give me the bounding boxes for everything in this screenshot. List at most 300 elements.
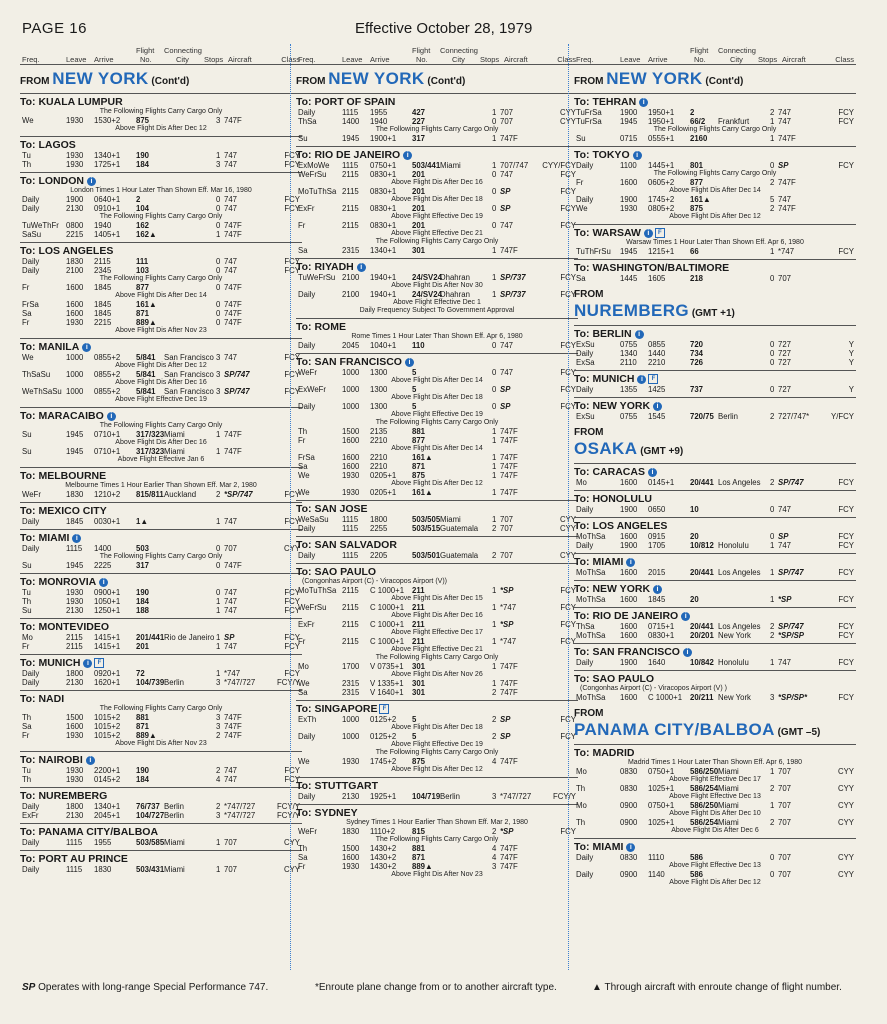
destination-heading xyxy=(20,407,302,422)
flight-no-cell: 184 xyxy=(136,160,150,169)
aircraft-cell: SP/737 xyxy=(500,273,526,282)
aircraft-cell: 747 xyxy=(224,266,238,275)
aircraft-cell: 747F xyxy=(500,462,518,471)
flight-row xyxy=(20,370,302,379)
leave-cell: 0900 xyxy=(620,801,638,810)
aircraft-cell: 707 xyxy=(500,551,514,560)
freq-header: Freq. xyxy=(576,55,594,64)
aircraft-cell: *747 xyxy=(500,637,517,646)
freq-cell: Sa xyxy=(298,246,308,255)
connecting-city-cell: Los Angeles xyxy=(718,478,761,487)
stops-cell: 2 xyxy=(492,732,497,741)
arrive-cell: 0805+2 xyxy=(648,204,675,213)
class-cell: FCY xyxy=(838,622,854,631)
stops-cell: 1 xyxy=(770,568,775,577)
connecting-header: Connecting xyxy=(164,46,202,55)
class-cell: FCY xyxy=(560,637,576,646)
flight-row xyxy=(296,453,578,462)
leave-cell: 1600 xyxy=(342,462,360,471)
arrive-cell: 0650 xyxy=(648,505,666,514)
stops-cell: 1 xyxy=(492,246,497,255)
connecting-header: Connecting xyxy=(440,46,478,55)
flight-row xyxy=(574,340,856,349)
arrive-cell: 1415+1 xyxy=(94,633,121,642)
leave-cell: 1115 xyxy=(66,544,83,553)
arrive-cell: 0715+1 xyxy=(648,622,675,631)
destination-heading xyxy=(296,804,578,819)
class-cell: CYY xyxy=(837,870,854,879)
aircraft-cell: 707 xyxy=(500,515,514,524)
arrive-cell: 0830+1 xyxy=(370,170,397,179)
flight-no-cell: 5 xyxy=(412,368,417,377)
freq-cell: Fr xyxy=(22,318,30,327)
arrive-cell: C 1000+1 xyxy=(370,620,405,629)
flight-note: Above Flight Dis After Nov 26 xyxy=(391,671,483,678)
leave-cell: 0830 xyxy=(620,853,638,862)
stops-cell: 2 xyxy=(770,204,775,213)
aircraft-cell: *SP/747 xyxy=(224,490,253,499)
flight-row xyxy=(20,204,302,213)
flight-row xyxy=(574,178,856,187)
connecting-city-cell: Berlin xyxy=(440,792,460,801)
arrive-cell: 0710+1 xyxy=(94,447,121,456)
arrive-cell: 1340+1 xyxy=(94,802,121,811)
leave-cell: 1900 xyxy=(620,108,638,117)
flight-row xyxy=(296,462,578,471)
connecting-city-cell: Dhahran xyxy=(440,290,470,299)
stops-cell: 1 xyxy=(770,117,775,126)
leave-header: Leave xyxy=(342,55,363,64)
stops-cell: 3 xyxy=(770,693,775,702)
flight-row xyxy=(574,274,856,283)
arrive-cell: 1640 xyxy=(648,658,666,667)
from-label: FROM xyxy=(574,427,604,438)
stops-cell: 0 xyxy=(492,402,497,411)
stops-cell: 1 xyxy=(492,471,497,480)
freq-cell: Daily xyxy=(576,385,594,394)
arrive-cell: 1955 xyxy=(370,108,388,117)
leave-cell: 2100 xyxy=(66,266,84,275)
leave-cell: 2115 xyxy=(342,187,359,196)
leave-cell: 1900 xyxy=(620,505,638,514)
flight-no-cell: 877 xyxy=(136,283,150,292)
column-divider xyxy=(290,44,291,970)
leave-cell: 1000 xyxy=(342,732,360,741)
stops-cell: 4 xyxy=(492,757,497,766)
flight-no-cell: 317/323 xyxy=(136,430,165,439)
flight-row xyxy=(296,792,578,801)
flight-note: The Following Flights Carry Cargo Only xyxy=(653,170,777,177)
flight-no-cell: 2 xyxy=(136,195,141,204)
freq-header: Freq. xyxy=(298,55,316,64)
freq-cell: Su xyxy=(298,134,308,143)
info-icon: i xyxy=(405,358,414,367)
destination-name: To: WARSAW xyxy=(574,227,641,239)
city-header: City xyxy=(730,55,743,64)
flight-no-cell: 162▲ xyxy=(136,230,157,239)
freq-cell: Daily xyxy=(22,517,40,526)
flight-note: Above Flight Dis After Dec 18 xyxy=(391,394,483,401)
arrive-cell: 1950+1 xyxy=(648,117,675,126)
class-cell: CYY xyxy=(283,865,300,874)
aircraft-cell: 707 xyxy=(778,870,792,879)
freq-cell: ThSa xyxy=(298,117,317,126)
info-icon: i xyxy=(635,330,644,339)
stops-cell: 1 xyxy=(492,662,497,671)
destination-heading xyxy=(296,563,578,578)
leave-cell: 1930 xyxy=(66,151,84,160)
freq-cell: We xyxy=(298,488,310,497)
flight-no-cell: 201 xyxy=(412,170,426,179)
connecting-city-cell: Miami xyxy=(164,838,185,847)
flight-no-cell: 211 xyxy=(412,620,425,629)
destination-name: To: NEW YORK xyxy=(574,583,651,595)
freq-cell: Daily xyxy=(298,402,316,411)
flight-note: Above Flight Effective Dec 19 xyxy=(391,411,483,418)
destination-name: To: ROME xyxy=(296,321,346,333)
flight-row xyxy=(20,713,302,722)
flight-note: Above Flight Effective Dec 13 xyxy=(669,793,761,800)
destination-heading xyxy=(574,259,856,274)
stops-cell: 5 xyxy=(770,195,775,204)
freq-cell: Th xyxy=(22,775,32,784)
freq-cell: Mo xyxy=(576,801,587,810)
aircraft-cell: 747 xyxy=(224,257,238,266)
leave-cell: 1600 xyxy=(620,622,638,631)
flight-no-header: No. xyxy=(416,55,428,64)
flight-row xyxy=(296,715,578,724)
flight-row xyxy=(574,117,856,126)
leave-cell: 1800 xyxy=(66,802,84,811)
info-icon: i xyxy=(83,659,92,668)
flight-row xyxy=(296,827,578,836)
timetable-column-1 xyxy=(20,44,302,970)
aircraft-cell: 747F xyxy=(224,561,242,570)
flight-row xyxy=(20,633,302,642)
flight-row xyxy=(296,757,578,766)
arrive-cell: 1955 xyxy=(94,838,112,847)
destination-heading xyxy=(20,850,302,865)
origin-suffix: (GMT +9) xyxy=(640,446,684,457)
arrive-cell: 2225 xyxy=(94,561,112,570)
flight-note: Above Flight Dis After Dec 14 xyxy=(115,292,207,299)
flight-no-cell: 211 xyxy=(412,637,425,646)
aircraft-cell: 747 xyxy=(778,195,792,204)
flight-no-header: No. xyxy=(694,55,706,64)
class-cell: FCY xyxy=(284,766,300,775)
aircraft-cell: 747F xyxy=(500,488,518,497)
freq-cell: Sa xyxy=(298,462,308,471)
connecting-city-cell: Frankfurt xyxy=(718,117,750,126)
info-icon: i xyxy=(87,177,96,186)
leave-cell: 1000 xyxy=(342,402,360,411)
leave-cell: 1000 xyxy=(66,387,84,396)
arrive-cell: 0750+1 xyxy=(648,767,675,776)
flight-note: Above Flight Effective Dec 21 xyxy=(391,230,483,237)
stops-cell: 4 xyxy=(492,844,497,853)
flight-note: Above Flight Effective Dec 19 xyxy=(115,396,207,403)
class-cell: FCY xyxy=(560,732,576,741)
freq-cell: Fr xyxy=(298,637,306,646)
arrive-cell: 1025+1 xyxy=(648,784,675,793)
freq-cell: MoThSa xyxy=(576,693,606,702)
stops-cell: 3 xyxy=(216,387,221,396)
flight-row xyxy=(296,187,578,196)
flight-no-cell: 734 xyxy=(690,349,704,358)
freq-cell: Sa xyxy=(298,853,308,862)
origin-heading xyxy=(296,71,578,90)
arrive-cell: V 1335+1 xyxy=(370,679,404,688)
flight-row xyxy=(20,160,302,169)
leave-cell: 1600 xyxy=(620,568,638,577)
flight-note: Above Flight Dis After Dec 12 xyxy=(669,213,761,220)
flight-row xyxy=(296,436,578,445)
freq-cell: TuThFrSu xyxy=(576,247,611,256)
aircraft-cell: 747F xyxy=(500,688,518,697)
arrive-cell: 2210 xyxy=(370,462,388,471)
flight-note: Above Flight Dis After Dec 12 xyxy=(669,879,761,886)
flight-row xyxy=(20,731,302,740)
stops-cell: 0 xyxy=(216,309,221,318)
flight-no-cell: 188 xyxy=(136,606,150,615)
freq-cell: MoTuThSa xyxy=(298,586,337,595)
class-cell: Y xyxy=(848,385,854,394)
stops-cell: 0 xyxy=(216,204,221,213)
destination-name: To: STUTTGART xyxy=(296,780,379,792)
destination-heading xyxy=(296,700,578,715)
freq-cell: Daily xyxy=(22,266,40,275)
destination-name: To: TOKYO xyxy=(574,149,630,161)
leave-cell: 1600 xyxy=(620,478,638,487)
leave-cell: 1945 xyxy=(66,561,84,570)
flight-no-cell: 20 xyxy=(690,595,699,604)
freq-cell: Fr xyxy=(298,862,306,871)
flight-no-cell: 104/727 xyxy=(136,811,165,820)
leave-cell: 2315 xyxy=(342,679,360,688)
destination-name: To: MONTEVIDEO xyxy=(20,621,110,633)
freight-icon: F xyxy=(648,374,658,384)
arrive-cell: 1845 xyxy=(94,283,112,292)
flight-note: Above Flight Effective Dec 17 xyxy=(669,776,761,783)
flight-no-cell: 103 xyxy=(136,266,150,275)
arrive-cell: 1950+1 xyxy=(648,108,675,117)
destination-name: To: LOS ANGELES xyxy=(20,245,114,257)
flight-row xyxy=(296,732,578,741)
leave-cell: 1500 xyxy=(342,844,360,853)
arrive-cell: 2210 xyxy=(648,358,666,367)
flight-row xyxy=(296,402,578,411)
class-cell: FCY xyxy=(838,505,854,514)
flight-no-cell: 586/254 xyxy=(690,818,719,827)
flight-note: Above Flight Dis After Dec 16 xyxy=(391,612,483,619)
aircraft-cell: 747F xyxy=(778,134,796,143)
flight-row xyxy=(20,517,302,526)
arrive-cell: 0125+2 xyxy=(370,715,397,724)
flight-no-cell: 503/431 xyxy=(136,865,165,874)
arrive-cell: 1015+2 xyxy=(94,731,121,740)
aircraft-cell: 747 xyxy=(778,108,792,117)
class-cell: FCY xyxy=(560,341,576,350)
aircraft-cell: *SP xyxy=(500,586,514,595)
aircraft-cell: 747 xyxy=(500,368,514,377)
arrive-cell: 0900+1 xyxy=(94,588,121,597)
connecting-city-cell: Dhahran xyxy=(440,273,470,282)
flight-row xyxy=(296,161,578,170)
aircraft-cell: 747F xyxy=(500,862,518,871)
flight-no-cell: 184 xyxy=(136,597,150,606)
class-cell: CYY xyxy=(837,767,854,776)
stops-cell: 1 xyxy=(492,603,497,612)
freq-cell: Daily xyxy=(576,541,594,550)
destination-heading xyxy=(20,242,302,257)
class-cell: CYY xyxy=(559,117,576,126)
freq-cell: MoThSa xyxy=(576,568,606,577)
aircraft-cell: *SP/SP xyxy=(778,631,805,640)
destination-heading xyxy=(574,397,856,412)
freq-cell: WeFr xyxy=(298,368,317,377)
flight-no-cell: 211 xyxy=(412,603,425,612)
flight-row xyxy=(20,588,302,597)
flight-row xyxy=(20,309,302,318)
flight-no-cell: 20 xyxy=(690,532,699,541)
arrive-cell: 0920+1 xyxy=(94,669,121,678)
freq-cell: WeFrSu xyxy=(298,170,327,179)
class-cell: FCY xyxy=(560,368,576,377)
aircraft-cell: 747F xyxy=(224,731,242,740)
connecting-city-cell: Miami xyxy=(440,161,461,170)
leave-cell: 2115 xyxy=(66,633,83,642)
destination-name: To: NEW YORK xyxy=(574,400,651,412)
flight-no-cell: 5/841 xyxy=(136,353,156,362)
leave-cell: 2110 xyxy=(620,358,637,367)
stops-cell: 1 xyxy=(216,430,221,439)
flight-no-cell: 5 xyxy=(412,732,417,741)
aircraft-cell: *SP xyxy=(778,595,792,604)
aircraft-cell: 747 xyxy=(224,642,238,651)
leave-cell: 1930 xyxy=(66,160,84,169)
connecting-city-cell: San Francisco xyxy=(164,353,214,362)
freq-cell: Fr xyxy=(22,283,30,292)
freq-cell: ExSu xyxy=(576,340,595,349)
class-cell: FCY xyxy=(838,478,854,487)
arrive-cell: 0830+1 xyxy=(370,221,397,230)
flight-row xyxy=(574,349,856,358)
flight-row xyxy=(20,195,302,204)
flight-row xyxy=(574,478,856,487)
aircraft-cell: SP xyxy=(500,732,511,741)
from-label: FROM xyxy=(296,76,329,87)
stops-cell: 0 xyxy=(492,385,497,394)
leave-cell: 1600 xyxy=(342,453,360,462)
arrive-cell: 0125+2 xyxy=(370,732,397,741)
stops-cell: 1 xyxy=(492,586,497,595)
destination-heading xyxy=(574,370,856,385)
stops-cell: 0 xyxy=(216,544,221,553)
flight-no-cell: 190 xyxy=(136,588,150,597)
class-cell: FCY xyxy=(560,221,576,230)
class-cell: FCY xyxy=(560,385,576,394)
flight-no-cell: 801 xyxy=(690,161,704,170)
flight-row xyxy=(296,620,578,629)
flight-no-cell: 10/812 xyxy=(690,541,714,550)
flight-row xyxy=(574,693,856,702)
destination-heading xyxy=(574,224,856,239)
freq-cell: Daily xyxy=(298,108,316,117)
arrive-cell: 1340+1 xyxy=(370,246,397,255)
flight-row xyxy=(296,221,578,230)
arrive-cell: 1430+2 xyxy=(370,853,397,862)
column-header xyxy=(296,44,578,65)
freq-cell: Daily xyxy=(576,853,594,862)
leave-cell: 0830 xyxy=(620,784,638,793)
flight-no-cell: 161▲ xyxy=(412,453,433,462)
flight-row xyxy=(20,606,302,615)
flight-row xyxy=(296,603,578,612)
stops-cell: 0 xyxy=(492,117,497,126)
flight-row xyxy=(20,811,302,820)
destination-heading xyxy=(20,467,302,482)
flight-note: Above Flight Dis After Dec 12 xyxy=(391,766,483,773)
stops-cell: 1 xyxy=(492,488,497,497)
stops-cell: 2 xyxy=(492,827,497,836)
flight-row xyxy=(20,678,302,687)
connecting-city-cell: Miami xyxy=(164,447,185,456)
stops-cell: 0 xyxy=(216,221,221,230)
flight-note: Above Flight Dis After Dec 14 xyxy=(391,377,483,384)
origin-heading xyxy=(574,706,856,741)
flight-row xyxy=(574,622,856,631)
leave-cell: 0900 xyxy=(620,870,638,879)
destination-heading xyxy=(20,751,302,766)
flight-header: Flight xyxy=(690,46,709,55)
arrive-cell: 1940 xyxy=(370,117,388,126)
flight-no-cell: 20/441 xyxy=(690,622,714,631)
flight-row xyxy=(20,544,302,553)
arrive-cell: 1415+1 xyxy=(94,642,121,651)
class-cell: FCY xyxy=(284,353,300,362)
info-icon: i xyxy=(648,468,657,477)
arrive-cell: 0830+1 xyxy=(370,204,397,213)
flight-no-cell: 201 xyxy=(412,221,426,230)
aircraft-cell: SP/747 xyxy=(778,568,804,577)
info-icon: i xyxy=(681,612,690,621)
aircraft-cell: *747/727 xyxy=(224,678,256,687)
arrive-cell: 0855+2 xyxy=(94,353,121,362)
class-cell: FCY xyxy=(838,532,854,541)
connecting-city-cell: New York xyxy=(718,631,751,640)
flight-no-cell: 201/441 xyxy=(136,633,165,642)
aircraft-cell: 707 xyxy=(778,801,792,810)
origin-city: NEW YORK xyxy=(328,69,425,88)
stops-cell: 2 xyxy=(492,715,497,724)
class-cell: CYY xyxy=(837,853,854,862)
aircraft-cell: SP xyxy=(500,204,511,213)
leave-cell: 1600 xyxy=(620,532,638,541)
flight-note: Above Flight Dis After Dec 6 xyxy=(671,827,759,834)
origin-suffix: (GMT –5) xyxy=(777,727,821,738)
flight-no-cell: 111 xyxy=(136,257,149,266)
class-cell: FCY xyxy=(284,597,300,606)
flight-note: Above Flight Dis After Dec 14 xyxy=(391,445,483,452)
stops-cell: 1 xyxy=(770,595,775,604)
arrive-cell: 1705 xyxy=(648,541,666,550)
destination-name: To: MEXICO CITY xyxy=(20,505,107,517)
class-cell: Y xyxy=(848,358,854,367)
flight-row xyxy=(296,844,578,853)
freq-cell: Daily xyxy=(298,290,316,299)
flight-note: (Congonhas Airport (C) - Viracopos Airport (V) ) xyxy=(580,685,727,692)
flight-row xyxy=(296,108,578,117)
